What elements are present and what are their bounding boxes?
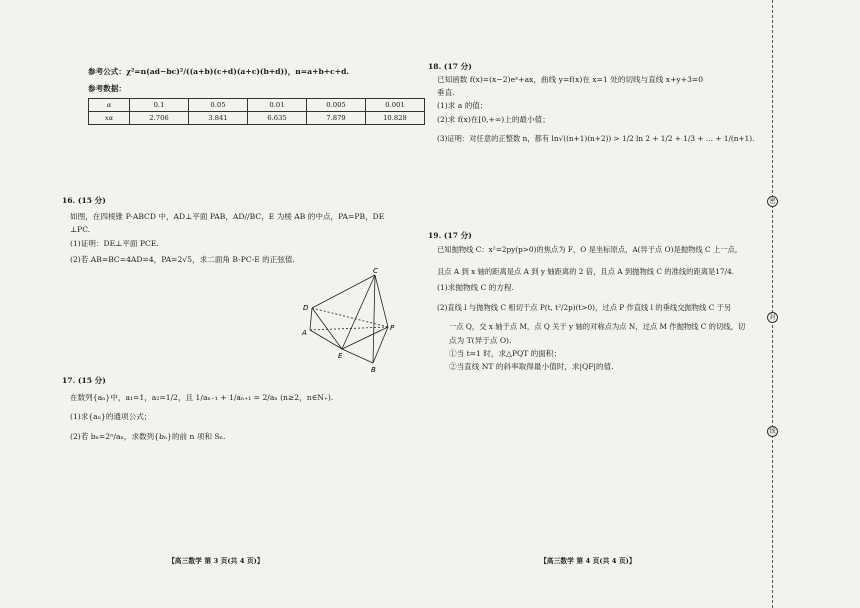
formula-label: 参考公式：	[88, 67, 126, 76]
q16-part2: (2)若 AB=BC=4AD=4，PA=2√5，求二面角 B-PC-E 的正弦值.	[70, 255, 295, 264]
q17-stem: 在数列{aₙ}中，a₁=1，a₂=1/2，且 1/aₙ₋₁ + 1/aₙ₊₁ = 2/aₙ (n≥2，n∈N₊).	[70, 393, 334, 402]
q18-part3: (3)证明：对任意的正整数 n，都有 ln√((n+1)(n+2)) > 1/2 ln 2 + 1/2 + 1/3 + … + 1/(n+1).	[437, 134, 755, 143]
q19-stem-line1: 已知抛物线 C：x²=2py(p>0)的焦点为 F，O 是坐标原点，A(异于点 O)是抛物线 C 上一点，	[437, 245, 743, 254]
q18-part2: (2)求 f(x)在[0,+∞)上的最小值；	[437, 115, 550, 124]
table-cell: xα	[89, 112, 130, 125]
margin-seal-feng: 封	[767, 312, 778, 323]
q19-part2-line1: (2)直线 l 与抛物线 C 相切于点 P(t, t²/2p)(t>0)，过点 P 作直线 l 的垂线交抛物线 C 于另	[437, 303, 732, 312]
table-cell: 0.1	[130, 99, 189, 112]
reference-table	[88, 98, 425, 125]
q19-sub1: ①当 t=1 时，求△PQT 的面积；	[449, 349, 562, 358]
table-row	[89, 112, 425, 125]
table-cell: 2.706	[130, 112, 189, 125]
margin-seal-xian: 线	[767, 426, 778, 437]
table-cell: 3.841	[189, 112, 248, 125]
pyramid-figure	[300, 265, 410, 373]
q18-title: 18. (17 分)	[428, 62, 472, 71]
table-cell: 7.879	[307, 112, 366, 125]
formula-text: χ²=n(ad−bc)²/((a+b)(c+d)(a+c)(b+d))，n=a+b+c+d.	[125, 67, 350, 76]
q19-part2-line2: 一点 Q，交 x 轴于点 M，点 Q 关于 y 轴的对称点为点 N，过点 M 作抛物线 C 的切线，切	[449, 322, 746, 331]
q17-part1: (1)求{aₙ}的通项公式；	[70, 412, 152, 421]
figure-label-e: E	[338, 352, 343, 360]
q16-part1: (1)证明：DE⊥平面 PCE.	[70, 239, 159, 248]
q17-title: 17. (15 分)	[62, 376, 106, 385]
table-cell: α	[89, 99, 130, 112]
table-cell: 0.005	[307, 99, 366, 112]
q19-part2-line3: 点为 T(异于点 O).	[449, 336, 512, 345]
q17-part2: (2)若 bₙ=2ⁿ/aₙ，求数列{bₙ}的前 n 项和 Sₙ.	[70, 432, 226, 441]
q18-stem-line2: 垂直.	[437, 88, 455, 97]
right-page-footer: 【高三数学 第 4 页(共 4 页)】	[540, 557, 636, 565]
q16-title: 16. (15 分)	[62, 196, 106, 205]
q18-part1: (1)求 a 的值；	[437, 101, 488, 110]
left-page-footer: 【高三数学 第 3 页(共 4 页)】	[168, 557, 264, 565]
q19-sub2: ②当直线 NT 的斜率取得最小值时，求|QF|的值.	[449, 362, 614, 371]
figure-label-d: D	[303, 304, 309, 312]
data-label: 参考数据：	[88, 84, 126, 93]
table-cell: 0.05	[189, 99, 248, 112]
q19-stem-line2: 且点 A 到 x 轴的距离是点 A 到 y 轴距离的 2 倍，且点 A 到抛物线 C 的准线的距离是17/4.	[437, 267, 735, 276]
table-cell: 6.635	[248, 112, 307, 125]
figure-label-a: A	[302, 329, 307, 337]
table-cell: 10.828	[366, 112, 425, 125]
table-cell: 0.001	[366, 99, 425, 112]
q19-part1: (1)求抛物线 C 的方程.	[437, 283, 514, 292]
q16-stem-line1: 如图，在四棱锥 P-ABCD 中，AD⊥平面 PAB，AD//BC，E 为棱 AB 的中点，PA=PB，DE	[70, 212, 385, 221]
table-row	[89, 99, 425, 112]
q19-title: 19. (17 分)	[428, 231, 472, 240]
q18-stem-line1: 已知函数 f(x)=(x−2)eˣ+ax，曲线 y=f(x)在 x=1 处的切线与直线 x+y+3=0	[437, 75, 704, 84]
table-cell: 0.01	[248, 99, 307, 112]
formula-line	[88, 67, 349, 77]
figure-label-c: C	[373, 267, 378, 275]
q16-stem-line2: ⊥PC.	[70, 225, 91, 234]
figure-label-p: P	[390, 324, 395, 332]
margin-seal-mi: 密	[767, 196, 778, 207]
binding-fold-line	[772, 0, 773, 608]
figure-label-b: B	[371, 366, 376, 373]
